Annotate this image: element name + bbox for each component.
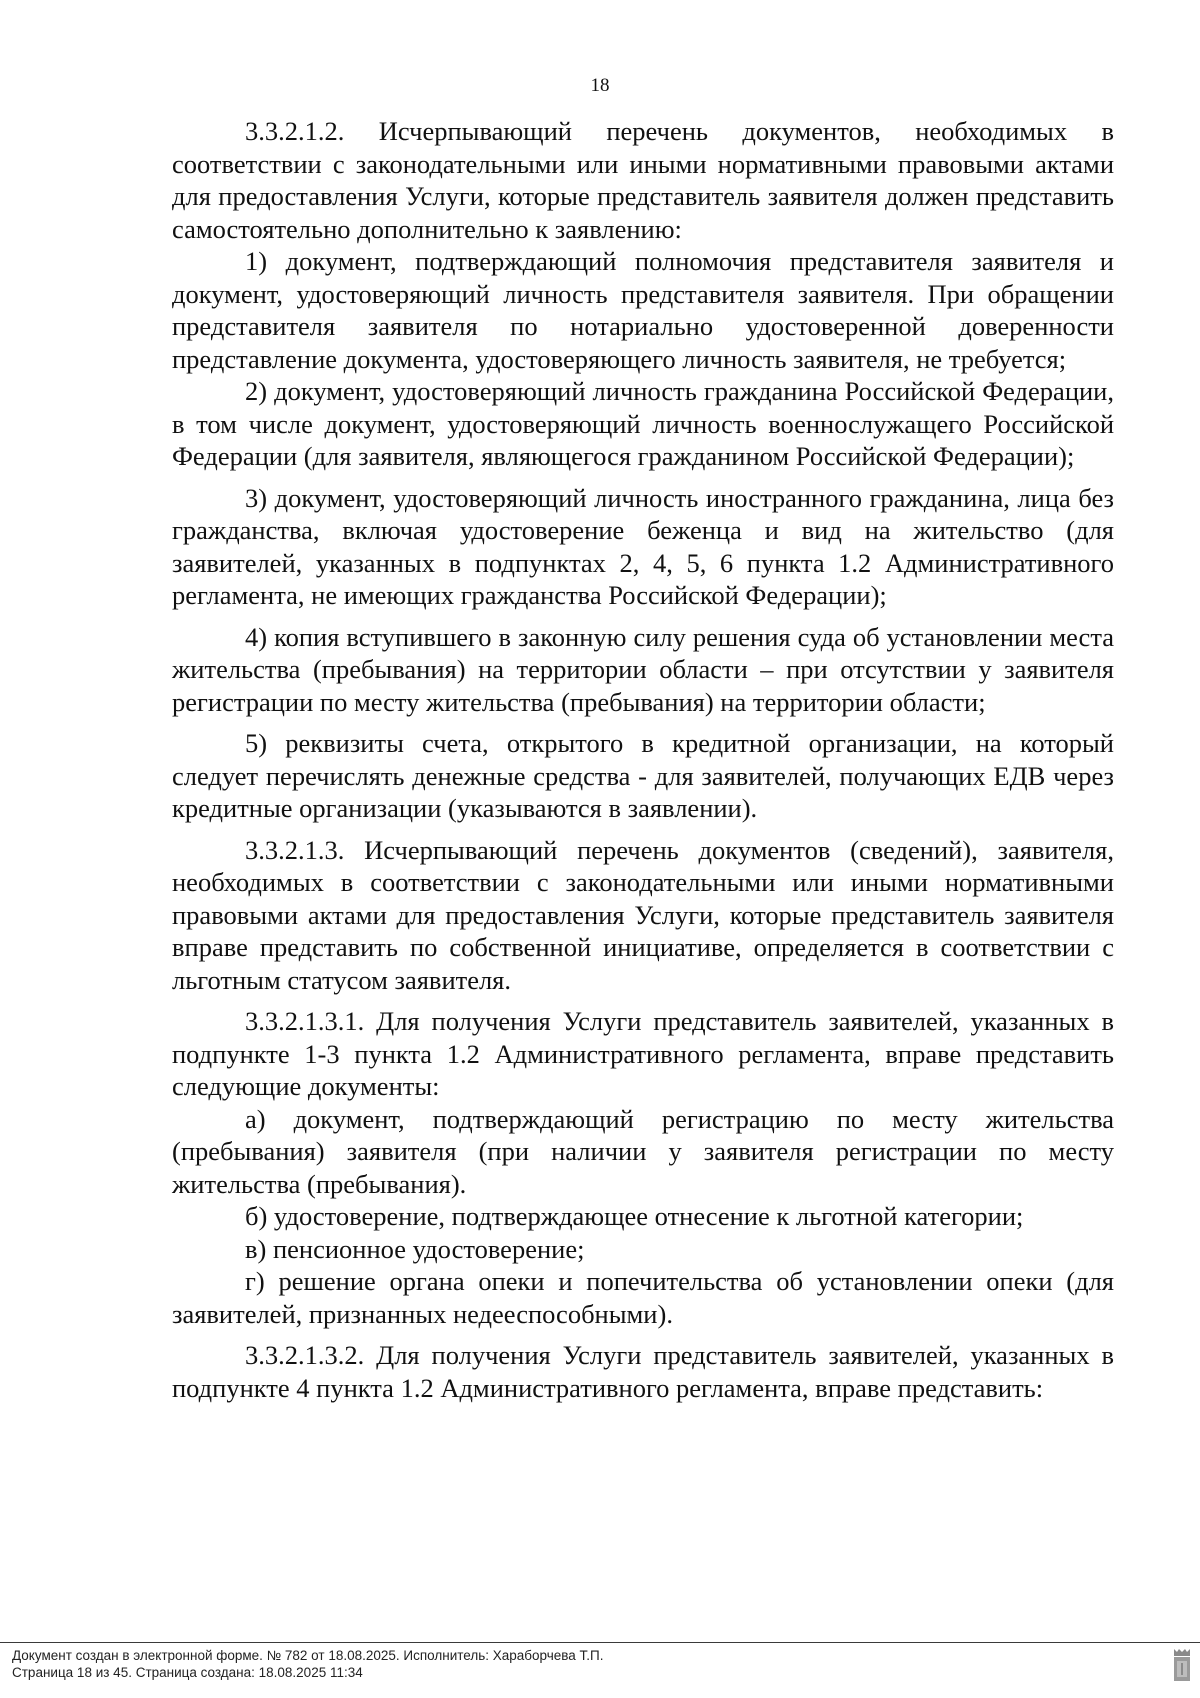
list-item-5: 5) реквизиты счета, открытого в кредитной организации, на который следует перечислять денежные средства - для заявителей, получающих ЕДВ через кредитные организации (указываются в заявлении). (172, 728, 1114, 823)
section-3-3-2-1-2 (172, 115, 1114, 375)
list-item-2-block (172, 375, 1114, 473)
paragraph-3-3-2-1-3-1: 3.3.2.1.3.1. Для получения Услуги представитель заявителей, указанных в подпункте 1-3 пункта 1.2 Административного регламента, вправе представить следующие документы: (172, 1006, 1114, 1101)
list-item-g: г) решение органа опеки и попечительства об установлении опеки (для заявителей, признанных недееспособными). (172, 1266, 1114, 1329)
footer-line-page-info: Страница 18 из 45. Страница создана: 18.08.2025 11:34 (12, 1665, 363, 1680)
list-item-5-block (172, 727, 1114, 825)
footer-line-document-info: Документ создан в электронной форме. № 782 от 18.08.2025. Исполнитель: Хараборчева Т.П. (12, 1648, 604, 1663)
list-item-v: в) пенсионное удостоверение; (245, 1233, 585, 1264)
page-number: 18 (590, 75, 610, 96)
list-item-2: 2) документ, удостоверяющий личность гражданина Российской Федерации, в том числе документ, удостоверяющий личность военнослужащего Российской Федерации (для заявителя, являющегося гражданином Российской Федерации); (172, 376, 1114, 471)
list-item-3: 3) документ, удостоверяющий личность иностранного гражданина, лица без гражданства, включая удостоверение беженца и вид на жительство (для заявителей, указанных в подпунктах 2, 4, 5, 6 пункта 1.2 Административного регламента, не имеющих гражданства Российской Федерации); (172, 482, 1114, 610)
paragraph-3-3-2-1-2-heading: 3.3.2.1.2. Исчерпывающий перечень документов, необходимых в соответствии с законодательными или иными нормативными правовыми актами для предоставления Услуги, которые представитель заявителя должен представить самостоятельно дополнительно к заявлению: (172, 116, 1114, 244)
list-item-4: 4) копия вступившего в законную силу решения суда об установлении места жительства (пребывания) на территории области – при отсутствии у заявителя регистрации по месту жительства (пребывания) на территории области; (172, 621, 1114, 717)
footer-divider (0, 1642, 1200, 1643)
document-footer (12, 1647, 604, 1681)
paragraph-3-3-2-1-3-2: 3.3.2.1.3.2. Для получения Услуги представитель заявителей, указанных в подпункте 4 пункта 1.2 Административного регламента, вправе представить: (172, 1340, 1114, 1403)
section-3-3-2-1-3 (172, 834, 1114, 997)
list-item-4-block (172, 621, 1114, 719)
list-item-a: а) документ, подтверждающий регистрацию по месту жительства (пребывания) заявителя (при наличии у заявителя регистрации по месту жительства (пребывания). (172, 1103, 1114, 1199)
document-body (172, 115, 1114, 1413)
coat-of-arms-icon (1172, 1647, 1192, 1683)
paragraph-3-3-2-1-3: 3.3.2.1.3. Исчерпывающий перечень документов (сведений), заявителя, необходимых в соответствии с законодательными или иными нормативными правовыми актами для предоставления Услуги, которые представитель заявителя вправе представить по собственной инициативе, определяется в соответствии с льготным статусом заявителя. (172, 834, 1114, 995)
section-3-3-2-1-3-2 (172, 1339, 1114, 1404)
list-item-3-block (172, 482, 1114, 612)
list-item-b: б) удостоверение, подтверждающее отнесение к льготной категории; (245, 1201, 1024, 1231)
section-3-3-2-1-3-1 (172, 1005, 1114, 1330)
list-item-1: 1) документ, подтверждающий полномочия представителя заявителя и документ, удостоверяющий личность представителя заявителя. При обращении представителя заявителя по нотариально удостоверенной доверенности представление документа, удостоверяющего личность заявителя, не требуется; (172, 246, 1114, 374)
